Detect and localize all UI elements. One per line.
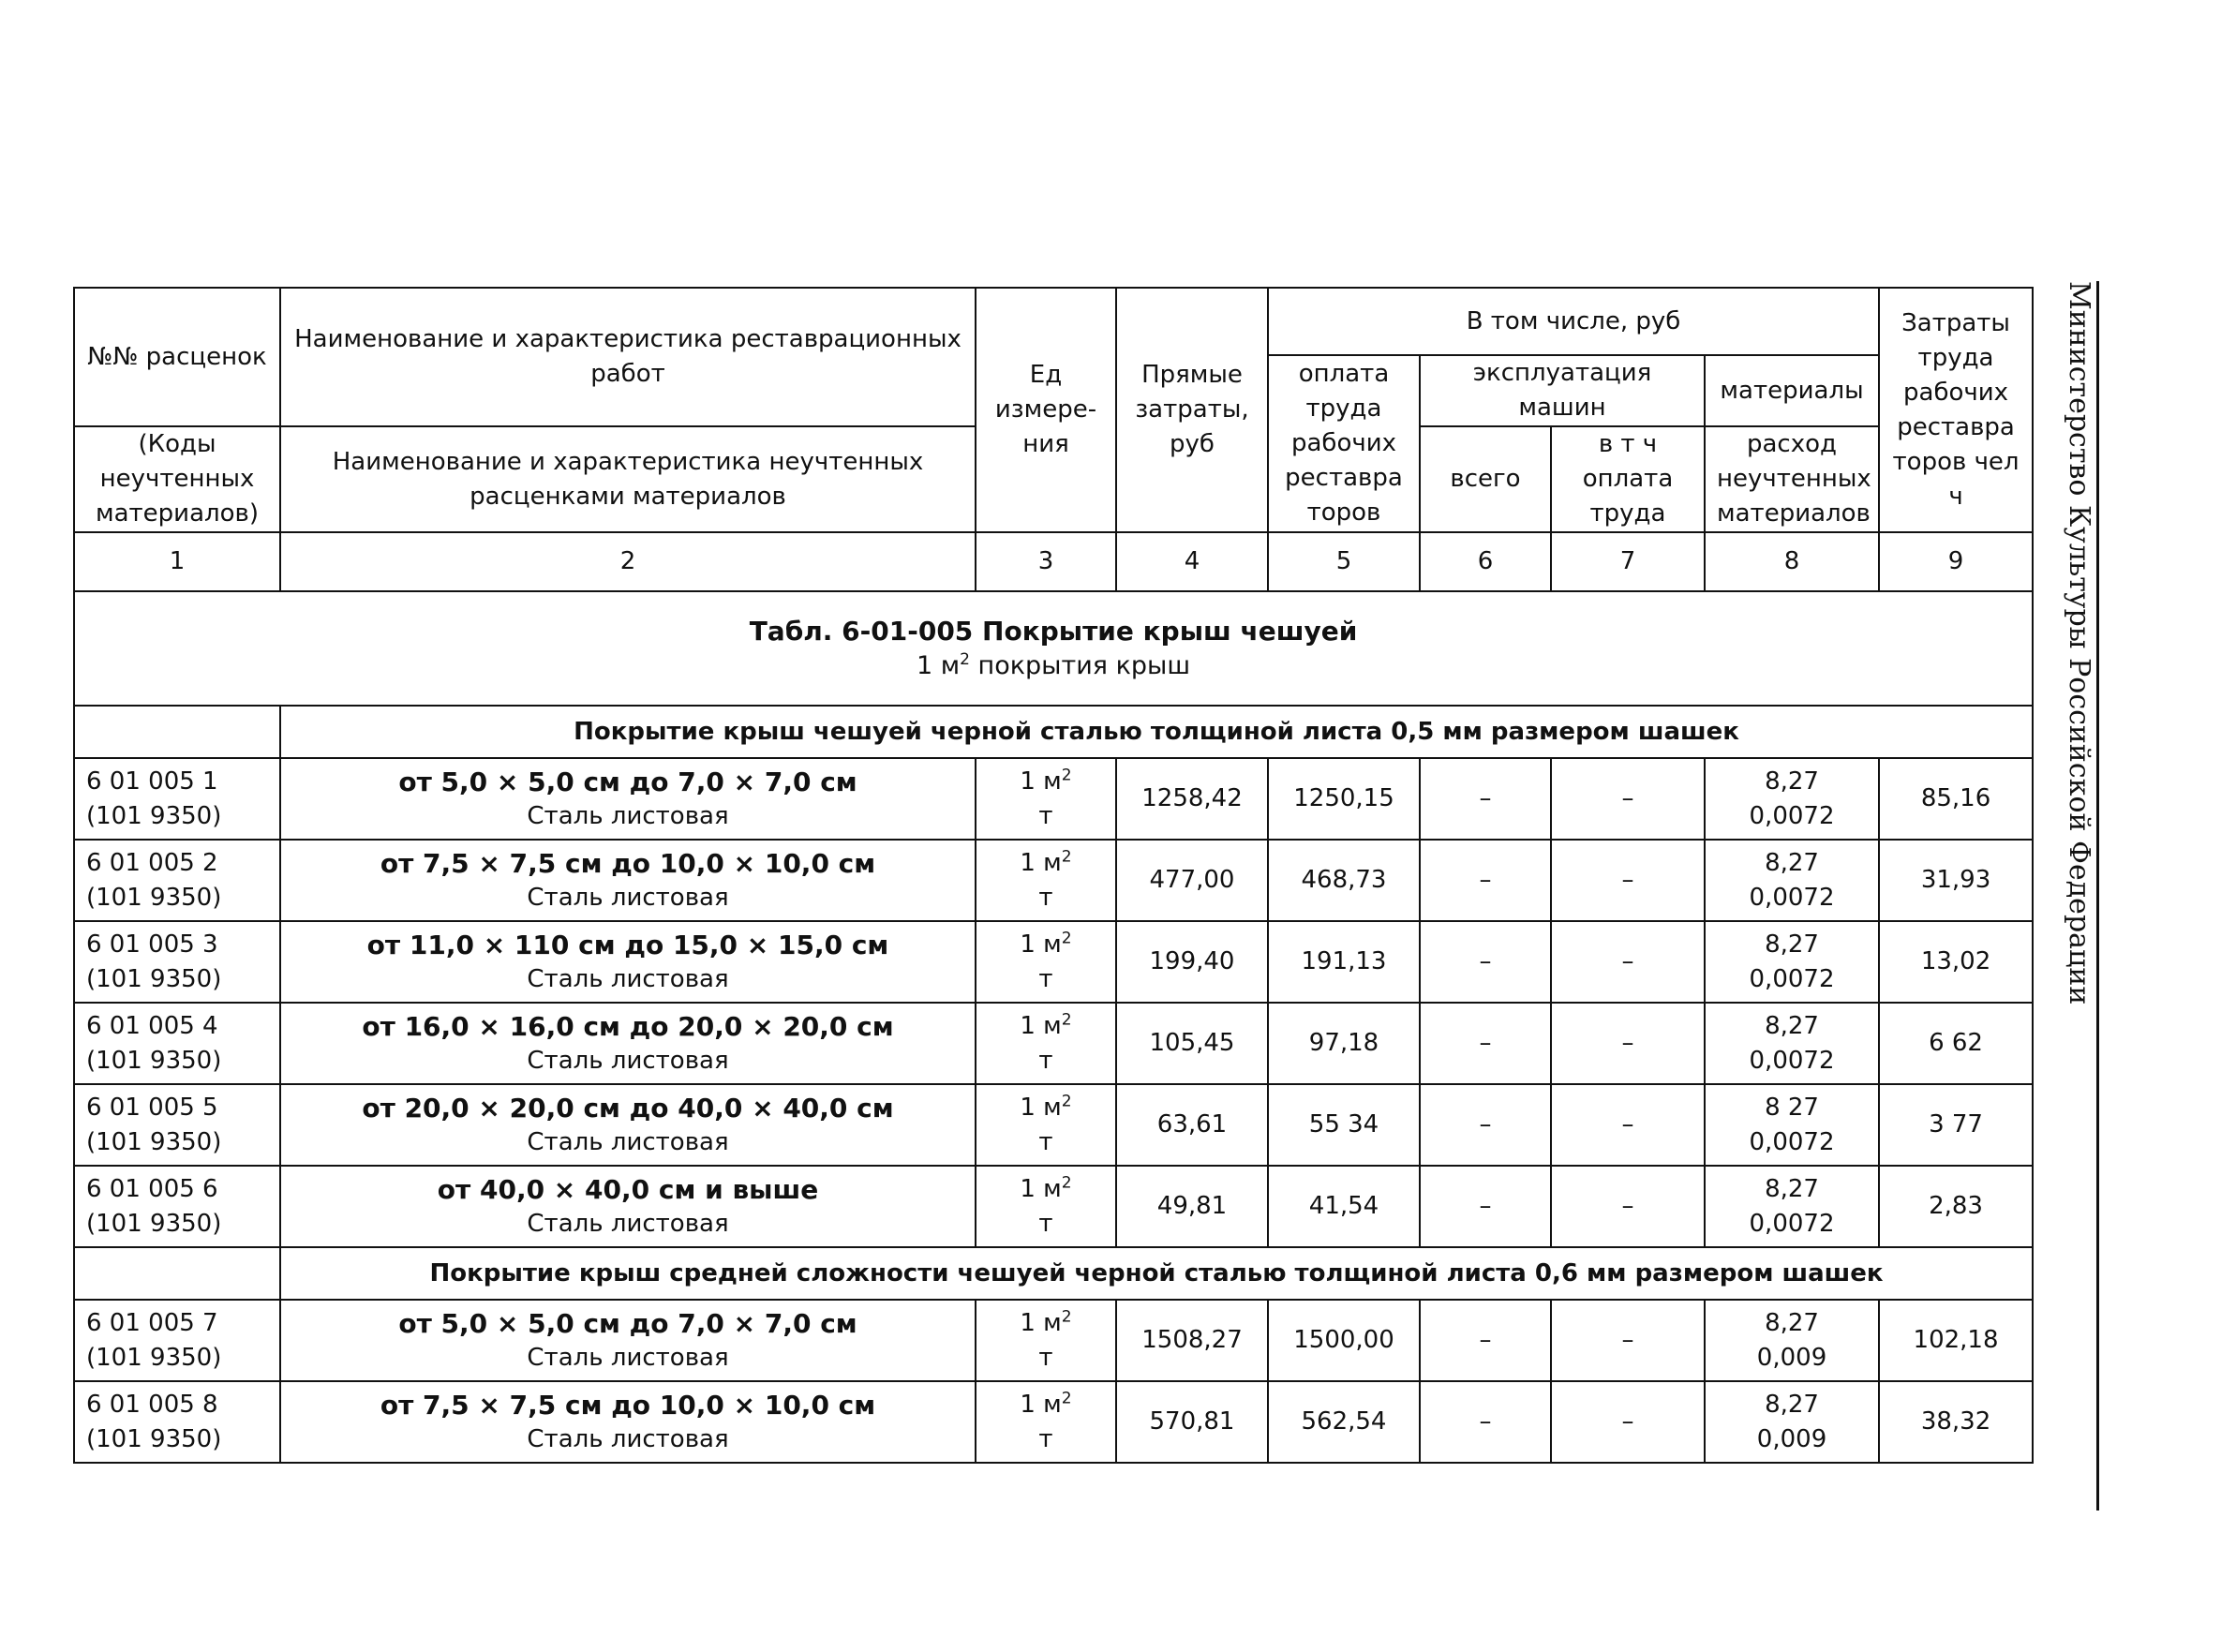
group-heading-row — [74, 1247, 2033, 1300]
unit-cell — [976, 921, 1116, 1003]
column-number: 5 — [1268, 532, 1420, 591]
machines-total: – — [1420, 1166, 1551, 1247]
material-consumption: 0,009 — [1756, 1343, 1827, 1372]
section-title: Табл. 6-01-005 Покрытие крыш чешуей — [749, 616, 1358, 647]
materials-cost: 8,27 — [1765, 1308, 1819, 1337]
group-empty-cell — [74, 1247, 280, 1300]
unit-area — [988, 846, 1104, 881]
materials-cost: 8,27 — [1765, 1174, 1819, 1203]
machines-total: – — [1420, 1084, 1551, 1166]
unit-cell — [976, 1381, 1116, 1463]
materials-cell — [1705, 1300, 1879, 1381]
rate-code-cell — [74, 1084, 280, 1166]
material-code: (101 9350) — [86, 1209, 222, 1238]
unit-cell — [976, 758, 1116, 840]
materials-cost: 8,27 — [1765, 930, 1819, 959]
machines-labor: – — [1551, 1084, 1705, 1166]
machines-total: – — [1420, 1381, 1551, 1463]
direct-costs: 1258,42 — [1116, 758, 1268, 840]
materials-cost: 8 27 — [1765, 1093, 1819, 1122]
unit-area — [988, 765, 1104, 799]
unit-area-sup: 2 — [1061, 1388, 1072, 1407]
materials-cell — [1705, 921, 1879, 1003]
group-heading: Покрытие крыш чешуей черной сталью толщиной листа 0,5 мм размером шашек — [280, 706, 2033, 758]
rate-name-cell — [280, 1300, 976, 1381]
unit-area — [988, 1306, 1104, 1341]
material-name: Сталь листовая — [527, 1209, 729, 1238]
unit-area — [988, 1388, 1104, 1422]
machines-labor: – — [1551, 921, 1705, 1003]
direct-costs: 1508,27 — [1116, 1300, 1268, 1381]
restorer-pay: 1250,15 — [1268, 758, 1420, 840]
rate-code-cell — [74, 1300, 280, 1381]
rate-code-cell — [74, 921, 280, 1003]
material-consumption: 0,0072 — [1749, 1127, 1835, 1156]
materials-cell — [1705, 840, 1879, 921]
header-work-name: Наименование и характеристика реставрационных работ — [280, 288, 976, 426]
section-unit — [86, 648, 2020, 683]
material-code: (101 9350) — [86, 1046, 222, 1075]
section-title-cell — [74, 591, 2033, 706]
unit-cell — [976, 840, 1116, 921]
column-number: 3 — [976, 532, 1116, 591]
machines-labor: – — [1551, 758, 1705, 840]
unit-area — [988, 1091, 1104, 1125]
unit-material: т — [1038, 1343, 1053, 1372]
work-description: от 5,0 × 5,0 см до 7,0 × 7,0 см — [398, 766, 857, 797]
rate-name-cell — [280, 1084, 976, 1166]
rate-row — [74, 1084, 2033, 1166]
material-name: Сталь листовая — [527, 1046, 729, 1075]
material-consumption: 0,0072 — [1749, 801, 1835, 830]
material-name: Сталь листовая — [527, 1127, 729, 1156]
direct-costs: 63,61 — [1116, 1084, 1268, 1166]
unit-area-text: 1 м — [1020, 766, 1062, 796]
labor-hours: 2,83 — [1879, 1166, 2033, 1247]
header-machines: эксплуатация машин — [1420, 355, 1705, 426]
labor-hours: 31,93 — [1879, 840, 2033, 921]
rate-code: 6 01 005 4 — [86, 1011, 218, 1040]
header-direct-costs: Прямые затраты, руб — [1116, 288, 1268, 532]
rate-name-cell — [280, 840, 976, 921]
rate-code-cell — [74, 1166, 280, 1247]
header-row-1 — [74, 288, 2033, 355]
restorer-pay: 562,54 — [1268, 1381, 1420, 1463]
column-number: 1 — [74, 532, 280, 591]
header-machines-labor: в т ч оплата труда — [1551, 426, 1705, 532]
section-unit-sup: 2 — [960, 650, 970, 669]
restorer-pay: 55 34 — [1268, 1084, 1420, 1166]
rate-code: 6 01 005 6 — [86, 1174, 218, 1203]
labor-hours: 85,16 — [1879, 758, 2033, 840]
materials-cell — [1705, 1166, 1879, 1247]
rate-code: 6 01 005 2 — [86, 848, 218, 877]
rate-name-cell — [280, 758, 976, 840]
rate-row — [74, 1300, 2033, 1381]
unit-area — [988, 928, 1104, 962]
work-description: от 7,5 × 7,5 см до 10,0 × 10,0 см — [380, 1389, 876, 1421]
unit-area-sup: 2 — [1061, 765, 1072, 784]
rate-code: 6 01 005 7 — [86, 1308, 218, 1337]
direct-costs: 105,45 — [1116, 1003, 1268, 1084]
unit-cell — [976, 1003, 1116, 1084]
rate-name-cell — [280, 1003, 976, 1084]
material-code: (101 9350) — [86, 801, 222, 830]
section-unit-prefix: 1 м — [916, 651, 961, 680]
unit-area-sup: 2 — [1061, 1172, 1072, 1192]
unit-area-text: 1 м — [1020, 1093, 1062, 1122]
rate-code-cell — [74, 840, 280, 921]
labor-hours: 6 62 — [1879, 1003, 2033, 1084]
labor-hours: 102,18 — [1879, 1300, 2033, 1381]
material-name: Сталь листовая — [527, 1424, 729, 1453]
column-number: 8 — [1705, 532, 1879, 591]
unit-area — [988, 1009, 1104, 1044]
unit-cell — [976, 1166, 1116, 1247]
rate-code-cell — [74, 1003, 280, 1084]
materials-cell — [1705, 1084, 1879, 1166]
column-number: 4 — [1116, 532, 1268, 591]
materials-cost: 8,27 — [1765, 1390, 1819, 1419]
unit-area-text: 1 м — [1020, 848, 1062, 877]
material-consumption: 0,0072 — [1749, 964, 1835, 993]
rate-row — [74, 921, 2033, 1003]
header-labor-hours: Затраты труда рабочих реставра торов чел ч — [1879, 288, 2033, 532]
work-description: от 7,5 × 7,5 см до 10,0 × 10,0 см — [380, 847, 876, 879]
unit-material: т — [1038, 1209, 1053, 1238]
material-code: (101 9350) — [86, 1424, 222, 1453]
labor-hours: 13,02 — [1879, 921, 2033, 1003]
rate-name-cell — [280, 1381, 976, 1463]
header-restorer-pay: оплата труда рабочих реставра торов — [1268, 355, 1420, 532]
material-consumption: 0,0072 — [1749, 1046, 1835, 1075]
work-description: от 16,0 × 16,0 см до 20,0 × 20,0 см — [362, 1010, 894, 1042]
rate-name-cell — [280, 921, 976, 1003]
restorer-pay: 1500,00 — [1268, 1300, 1420, 1381]
group-heading: Покрытие крыш средней сложности чешуей черной сталью толщиной листа 0,6 мм размером шашек — [280, 1247, 2033, 1300]
rate-code-cell — [74, 758, 280, 840]
unit-area-sup: 2 — [1061, 1091, 1072, 1110]
unit-area-text: 1 м — [1020, 1174, 1062, 1203]
restorer-pay: 41,54 — [1268, 1166, 1420, 1247]
machines-total: – — [1420, 1003, 1551, 1084]
machines-labor: – — [1551, 1300, 1705, 1381]
machines-total: – — [1420, 840, 1551, 921]
side-rule — [2096, 281, 2099, 1511]
unit-material: т — [1038, 883, 1053, 912]
direct-costs: 49,81 — [1116, 1166, 1268, 1247]
estimate-document — [73, 287, 2032, 1464]
rate-row — [74, 840, 2033, 921]
material-code: (101 9350) — [86, 1343, 222, 1372]
materials-cost: 8,27 — [1765, 766, 1819, 796]
group-heading-row — [74, 706, 2033, 758]
column-number: 9 — [1879, 532, 2033, 591]
direct-costs: 477,00 — [1116, 840, 1268, 921]
rate-row — [74, 1381, 2033, 1463]
rate-row — [74, 1166, 2033, 1247]
header-material-consumption: расход неучтенных материалов — [1705, 426, 1879, 532]
machines-labor: – — [1551, 840, 1705, 921]
work-description: от 5,0 × 5,0 см до 7,0 × 7,0 см — [398, 1307, 857, 1339]
column-number: 6 — [1420, 532, 1551, 591]
restorer-pay: 468,73 — [1268, 840, 1420, 921]
section-title-row — [74, 591, 2033, 706]
machines-labor: – — [1551, 1166, 1705, 1247]
work-description: от 11,0 × 110 см до 15,0 × 15,0 см — [366, 929, 889, 960]
material-name: Сталь листовая — [527, 964, 729, 993]
material-code: (101 9350) — [86, 883, 222, 912]
machines-labor: – — [1551, 1381, 1705, 1463]
work-description: от 20,0 × 20,0 см до 40,0 × 40,0 см — [362, 1092, 894, 1124]
rates-table — [73, 287, 2034, 1464]
work-description: от 40,0 × 40,0 см и выше — [437, 1173, 819, 1205]
machines-total: – — [1420, 1300, 1551, 1381]
rate-row — [74, 758, 2033, 840]
unit-area-sup: 2 — [1061, 1306, 1072, 1326]
material-name: Сталь листовая — [527, 801, 729, 830]
column-numbers-row — [74, 532, 2033, 591]
rate-code: 6 01 005 3 — [86, 930, 218, 959]
material-consumption: 0,009 — [1756, 1424, 1827, 1453]
column-number: 2 — [280, 532, 976, 591]
header-including: В том числе, руб — [1268, 288, 1879, 355]
unit-area-text: 1 м — [1020, 930, 1062, 959]
unit-area-text: 1 м — [1020, 1011, 1062, 1040]
unit-area-sup: 2 — [1061, 1009, 1072, 1029]
material-code: (101 9350) — [86, 964, 222, 993]
material-consumption: 0,0072 — [1749, 1209, 1835, 1238]
group-empty-cell — [74, 706, 280, 758]
side-caption — [2058, 281, 2099, 1511]
rate-code: 6 01 005 5 — [86, 1093, 218, 1122]
materials-cell — [1705, 1381, 1879, 1463]
materials-cell — [1705, 1003, 1879, 1084]
material-name: Сталь листовая — [527, 883, 729, 912]
rate-code: 6 01 005 1 — [86, 766, 218, 796]
unit-area-sup: 2 — [1061, 928, 1072, 947]
restorer-pay: 191,13 — [1268, 921, 1420, 1003]
unit-material: т — [1038, 1424, 1053, 1453]
direct-costs: 199,40 — [1116, 921, 1268, 1003]
unit-area-sup: 2 — [1061, 846, 1072, 866]
header-unit: Ед измере-ния — [976, 288, 1116, 532]
unit-area — [988, 1172, 1104, 1207]
labor-hours: 3 77 — [1879, 1084, 2033, 1166]
header-material-name: Наименование и характеристика неучтенных расценками материалов — [280, 426, 976, 532]
materials-cost: 8,27 — [1765, 848, 1819, 877]
labor-hours: 38,32 — [1879, 1381, 2033, 1463]
unit-area-text: 1 м — [1020, 1390, 1062, 1419]
ministry-caption: Министерство Культуры Российской Федерации — [2063, 281, 2095, 1005]
unit-area-text: 1 м — [1020, 1308, 1062, 1337]
unit-cell — [976, 1300, 1116, 1381]
header-material-codes: (Коды неучтенных материалов) — [74, 426, 280, 532]
rate-name-cell — [280, 1166, 976, 1247]
material-name: Сталь листовая — [527, 1343, 729, 1372]
unit-material: т — [1038, 1127, 1053, 1156]
header-machines-total: всего — [1420, 426, 1551, 532]
direct-costs: 570,81 — [1116, 1381, 1268, 1463]
header-materials: материалы — [1705, 355, 1879, 426]
unit-material: т — [1038, 801, 1053, 830]
unit-material: т — [1038, 1046, 1053, 1075]
header-rate-numbers: №№ расценок — [74, 288, 280, 426]
unit-material: т — [1038, 964, 1053, 993]
rate-code-cell — [74, 1381, 280, 1463]
section-unit-suffix: покрытия крыш — [969, 651, 1191, 680]
materials-cell — [1705, 758, 1879, 840]
machines-labor: – — [1551, 1003, 1705, 1084]
restorer-pay: 97,18 — [1268, 1003, 1420, 1084]
materials-cost: 8,27 — [1765, 1011, 1819, 1040]
rate-row — [74, 1003, 2033, 1084]
machines-total: – — [1420, 758, 1551, 840]
column-number: 7 — [1551, 532, 1705, 591]
rate-code: 6 01 005 8 — [86, 1390, 218, 1419]
material-code: (101 9350) — [86, 1127, 222, 1156]
machines-total: – — [1420, 921, 1551, 1003]
unit-cell — [976, 1084, 1116, 1166]
material-consumption: 0,0072 — [1749, 883, 1835, 912]
